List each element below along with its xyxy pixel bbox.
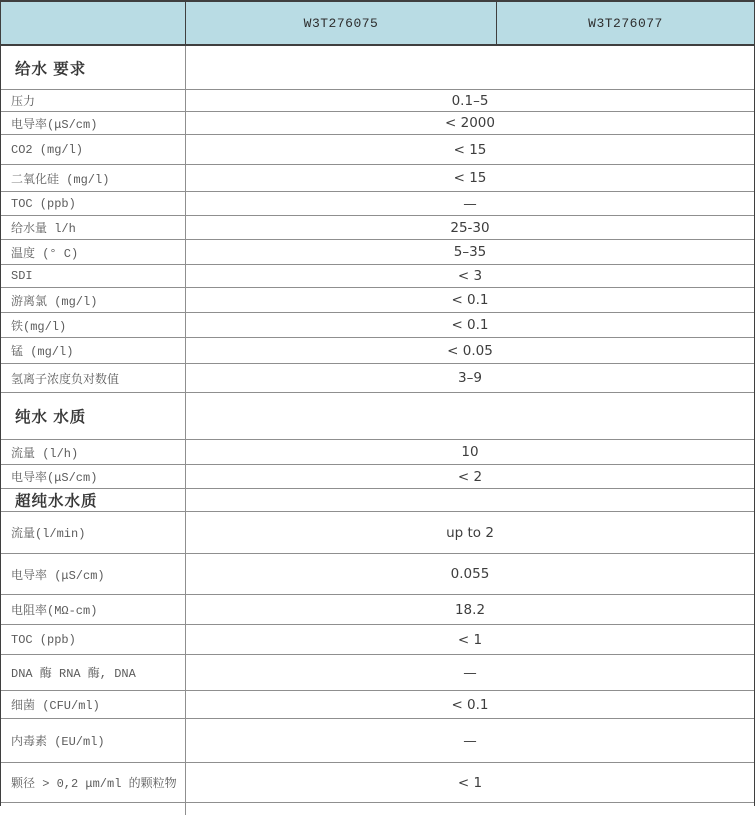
row-value: < 1 [457,631,483,648]
table-row [1,512,754,554]
row-label: 给水量 l/h [1,216,186,239]
row-value: < 15 [453,141,487,158]
row-label: 氢离子浓度负对数值 [1,364,186,392]
row-label: 锰 (mg/l) [1,338,186,363]
header-product-code-2: W3T276077 [588,15,663,31]
table-row [1,763,754,803]
table-row [1,192,754,216]
row-value: 0.055 [450,566,490,582]
row-value: up to 2 [446,524,494,541]
section-title: 给水 要求 [1,46,186,89]
row-value [186,393,754,439]
table-row [1,338,754,364]
row-label: TOC (ppb) [1,625,186,654]
row-value: < 0.05 [447,342,493,359]
table-row [1,135,754,165]
row-label: TOC (ppb) [1,192,186,215]
row-value [186,803,754,815]
row-value: < 15 [453,170,487,186]
row-label: 细菌 (CFU/ml) [1,691,186,718]
row-label: 电导率(μS/cm) [1,465,186,488]
row-value: 10 [461,444,479,460]
row-value: 25-30 [450,219,490,236]
row-label: 铁(mg/l) [1,313,186,337]
row-label: 电导率 (μS/cm) [1,554,186,594]
table-row [1,691,754,719]
row-value: < 2000 [445,115,495,131]
row-value: 0.1–5 [451,92,489,109]
row-label [1,803,186,815]
row-label: 流量(l/min) [1,512,186,553]
table-row [1,313,754,338]
row-label: CO2 (mg/l) [1,135,186,164]
table-row [1,240,754,265]
row-label: 游离氯 (mg/l) [1,288,186,312]
row-value: < 2 [457,468,483,485]
row-value: < 1 [457,774,483,791]
section-row [1,489,754,512]
row-value: < 3 [457,268,483,284]
section-title: 纯水 水质 [1,393,186,439]
row-value: 18.2 [454,601,486,618]
table-body [1,46,754,815]
table-row [1,625,754,655]
section-title: 超纯水水质 [1,489,186,511]
table-row [1,364,754,393]
table-row [1,465,754,489]
row-value: < 0.1 [451,292,489,308]
table-row [1,288,754,313]
table-row [1,216,754,240]
header-corner-cell [1,2,186,44]
row-value: 5–35 [453,244,487,260]
section-row [1,393,754,440]
row-value: — [463,664,477,681]
table-row [1,90,754,112]
empty-row [1,803,754,815]
row-label: 压力 [1,90,186,111]
row-label: 电阻率(MΩ-cm) [1,595,186,624]
section-row [1,46,754,90]
row-value [186,489,754,511]
row-label: 颗径 > 0,2 μm/ml 的颗粒物 [1,763,186,802]
row-label: 流量 (l/h) [1,440,186,464]
table-row [1,165,754,192]
row-label: SDI [1,265,186,287]
header-product-code-1: W3T276075 [186,2,497,44]
row-label: 内毒素 (EU/ml) [1,719,186,762]
row-value: — [463,195,477,212]
row-label: DNA 酶 RNA 酶, DNA [1,655,186,690]
table-row [1,719,754,763]
table-row [1,112,754,135]
table-row [1,440,754,465]
row-label: 电导率(μS/cm) [1,112,186,134]
table-row [1,554,754,595]
row-value: 3–9 [458,370,482,386]
table-header-row [1,2,754,46]
table-row [1,655,754,691]
table-row [1,595,754,625]
row-value: — [463,732,477,749]
row-value [186,46,754,89]
row-label: 温度 (° C) [1,240,186,264]
row-value: < 0.1 [451,317,489,333]
row-label: 二氧化硅 (mg/l) [1,165,186,191]
row-value: < 0.1 [451,696,489,713]
table-row [1,265,754,288]
